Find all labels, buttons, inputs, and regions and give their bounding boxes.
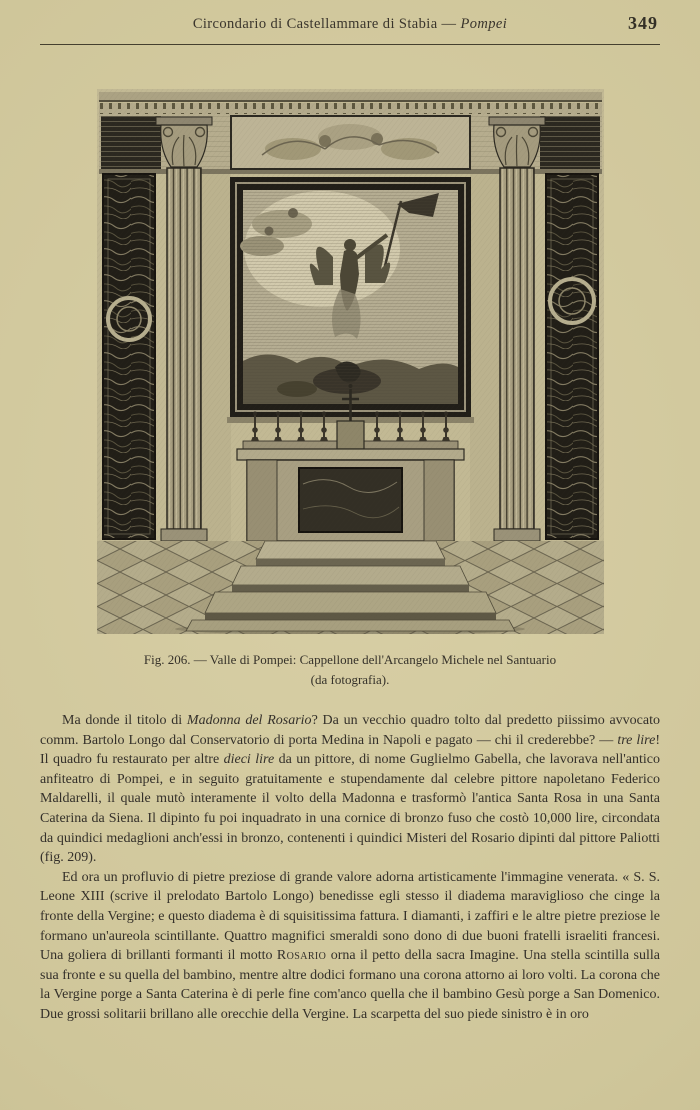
figure-caption-line2: (da fotografia). [310,671,390,687]
engraving-chapel-altar [97,89,604,634]
page-number: 349 [628,13,658,33]
body-text [40,711,660,1025]
running-title-text: Circondario di Castellammare di Stabia — [192,16,461,32]
figure-206 [0,89,700,689]
figure-caption [0,650,700,689]
paragraph-1: Ma donde il titolo di Madonna del Rosario? Da un vecchio quadro tolto dal predetto piissimo avvocato comm. Bartolo Longo dal Conservatorio di porta Medina in Napoli e pagato — chi il crederebbe? — tre lire! Il quadro fu restaurato per altre dieci lire da un pittore, di nome Guglielmo Gabella, che lavorava nell'antico anfiteatro di Pompei, e in seguito gratuitamente e stupendamente dal celebre pittore napoletano Federico Maldarelli, il quale mutò interamente il volto della Madonna e trasformò l'antica Santa Rosa in una Santa Caterina da Siena. Il dipinto fu poi inquadrato in una cornice di bronzo fuso che costò 10,000 lire, circondata da quindici medaglioni anch'essi in bronzo, contenenti i quindici Misteri del Rosario dipinti dal pittore Paliotti (fig. 209). [40,713,660,866]
chapel-engraving-svg [97,89,604,634]
running-title [40,16,660,33]
running-title-italic: Pompei [460,16,508,32]
running-header [40,13,660,40]
header-rule [40,44,660,45]
engraving-texture-overlay [97,89,604,634]
paragraph-2: Ed ora un profluvio di pietre preziose di grande valore adorna artisticamente l'immagine venerata. « S. S. Leone XIII (scrive il prelodato Bartolo Longo) benedisse egli stesso il diadema maraviglioso che cinge la fronte della Vergine; e questo diadema è di squisitissima fattura. I diamanti, i zaffiri e le altre pietre preziose le formano un'aureola scintillante. Quattro magnifici smeraldi sono dono di due buoni fratelli israeliti francesi. Una goliera di brillanti formanti il motto Rosario orna il petto della sacra Imagine. Una stella scintilla sulla sua fronte e su quella del bambino, mentre altre dodici formano una corona attorno ai loro volti. La corona che la Vergine porge a Santa Caterina è di perle fine com'anco quella che il bambino Gesù porge a San Domenico. Due grossi solitarii brillano alle orecchie della Vergine. La scarpetta del suo piede sinistro è in oro [40,869,660,1022]
figure-caption-line1: Fig. 206. — Valle di Pompei: Cappellone dell'Arcangelo Michele nel Santuario [143,652,557,667]
